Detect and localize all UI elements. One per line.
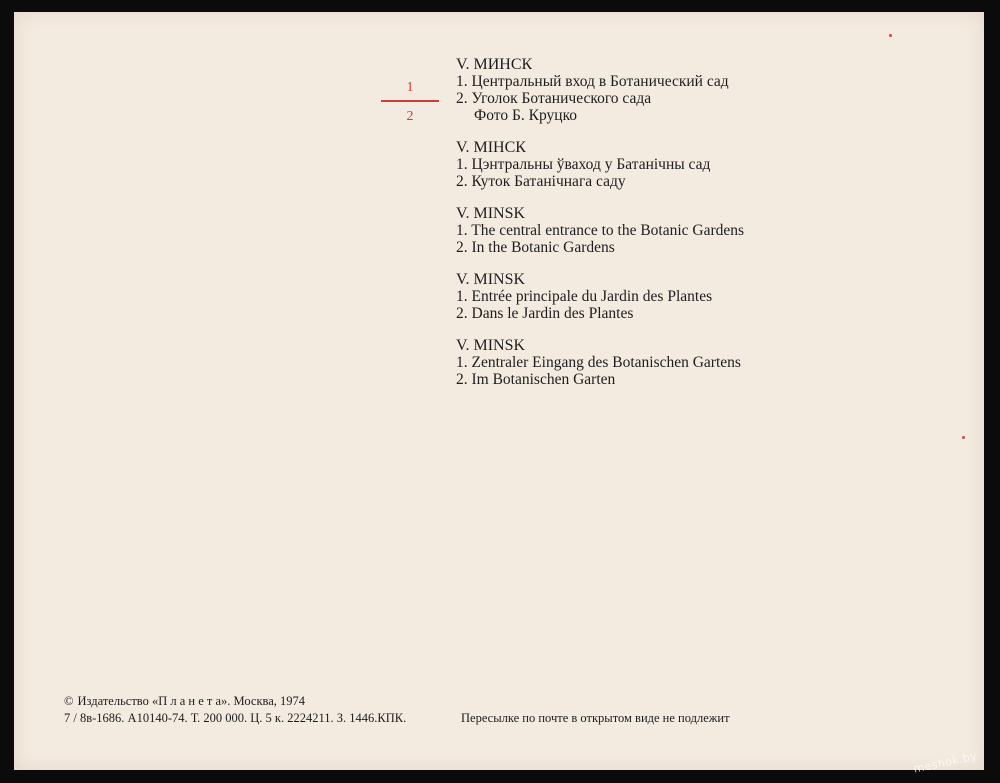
- layout-key-bottom-number: 2: [406, 109, 414, 124]
- caption-heading: V. MINSK: [456, 271, 526, 288]
- ink-speck: [889, 34, 892, 37]
- caption-block-german: [456, 337, 744, 388]
- caption-heading: V. MINSK: [456, 205, 526, 222]
- caption-heading: V. МИНСК: [456, 56, 533, 73]
- site-watermark: meshok.by: [912, 749, 979, 776]
- caption-list: [456, 56, 744, 403]
- caption-line: 1. Цэнтральны ўваход у Батанічны сад: [456, 156, 711, 173]
- caption-block-russian: [456, 56, 744, 124]
- caption-block-belarusian: [456, 139, 744, 190]
- caption-line: 1. The central entrance to the Botanic Gardens: [456, 222, 745, 239]
- caption-line: 2. Уголок Ботанического сада: [456, 90, 652, 107]
- photo-credit: Фото Б. Круцко: [474, 107, 578, 124]
- publisher-text: Издательство «П л а н е т а». Москва, 1974: [77, 694, 306, 708]
- layout-key-divider: [381, 100, 439, 102]
- caption-block-french: [456, 271, 744, 322]
- caption-line: 1. Центральный вход в Ботанический сад: [456, 73, 729, 90]
- caption-heading: V. MINSK: [456, 337, 526, 354]
- caption-line: 2. Im Botanischen Garten: [456, 371, 616, 388]
- postal-note: Пересылке по почте в открытом виде не подлежит: [461, 711, 730, 725]
- caption-line: 2. In the Botanic Gardens: [456, 239, 615, 256]
- caption-line: 2. Dans le Jardin des Plantes: [456, 305, 634, 322]
- caption-block-english: [456, 205, 744, 256]
- print-code: 7 / 8в-1686. А10140-74. Т. 200 000. Ц. 5 к. 2224211. З. 1446.КПК.: [64, 711, 407, 725]
- caption-line: 1. Entrée principale du Jardin des Plantes: [456, 288, 713, 305]
- layout-key-top-number: 1: [406, 80, 414, 95]
- caption-line: 2. Куток Батанічнага саду: [456, 173, 626, 190]
- postcard-back: [14, 12, 984, 770]
- copyright-symbol: ©: [64, 694, 74, 708]
- caption-heading: V. МIНСК: [456, 139, 526, 156]
- photo-layout-key: [381, 80, 439, 125]
- caption-line: 1. Zentraler Eingang des Botanischen Gartens: [456, 354, 741, 371]
- ink-speck: [962, 436, 965, 439]
- imprint-footer: [64, 693, 730, 727]
- publisher-line: [64, 693, 406, 710]
